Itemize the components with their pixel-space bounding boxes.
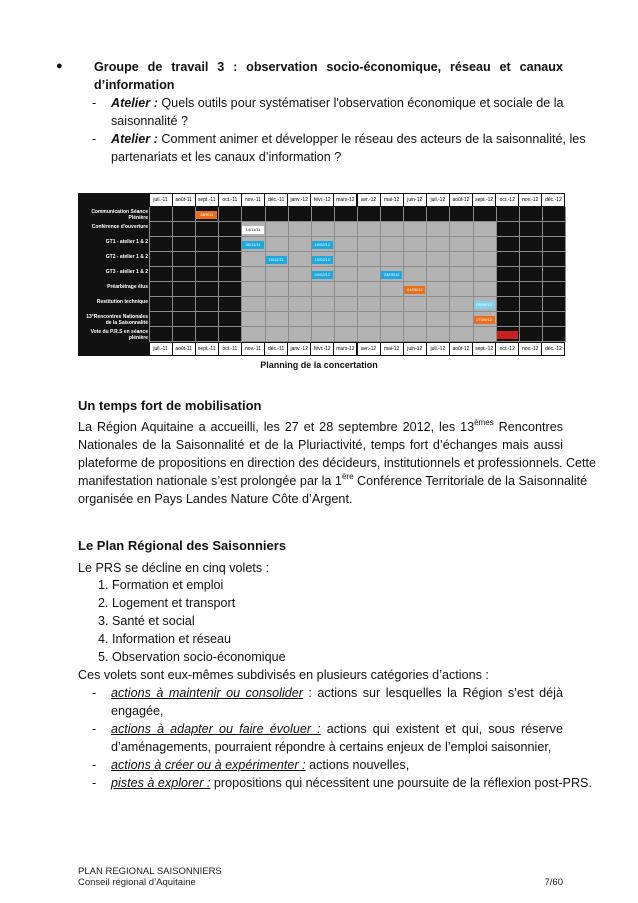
gantt-row-label: Conférence d'ouverture xyxy=(91,224,148,230)
section2-title: Le Plan Régional des Saisonniers xyxy=(78,538,287,553)
cat2-text: actions qui existent et qui, sous réserve xyxy=(320,722,563,736)
gantt-column-divider xyxy=(496,207,497,342)
gantt-column-divider xyxy=(519,207,520,342)
cat4-text: propositions qui nécessitent une poursuite de la réflexion post-PRS. xyxy=(210,776,592,790)
gantt-milestone: 15/02/12 xyxy=(312,256,333,264)
gantt-row-label: Communication Séance Plénière xyxy=(91,209,148,221)
gantt-month-footer: août-11 xyxy=(173,343,195,355)
gantt-month-header: févr.-12 xyxy=(311,194,333,206)
gantt-month-footer: nov.-11 xyxy=(242,343,264,355)
atelier1-label: Atelier : xyxy=(111,96,158,110)
gantt-month-header: nov.-12 xyxy=(519,194,541,206)
cat4-label: pistes à explorer : xyxy=(111,776,211,790)
cat4-line xyxy=(111,776,592,790)
gantt-month-header: nov.-11 xyxy=(242,194,264,206)
gantt-month-header: août-11 xyxy=(173,194,195,206)
gantt-row-label: GT3 - atelier 1 & 2 xyxy=(105,269,148,275)
gantt-column-divider xyxy=(542,207,543,342)
cat3-text: actions nouvelles, xyxy=(305,758,410,772)
gantt-month-footer: oct.-11 xyxy=(219,343,241,355)
atelier1-line2: saisonnalité ? xyxy=(111,114,189,128)
cat2-line2: d’aménagements, pourraient répondre à certains enjeux de l’emploi saisonnier, xyxy=(111,740,552,754)
gantt-month-header: oct.-12 xyxy=(496,194,518,206)
gantt-schedule-area xyxy=(241,222,495,342)
cat3-label: actions à créer ou à expérimenter : xyxy=(111,758,306,772)
section2-cats-intro: Ces volets sont eux-mêmes subdivisés en plusieurs catégories d’actions : xyxy=(78,668,489,682)
gantt-row-label: GT1 - atelier 1 & 2 xyxy=(105,239,148,245)
section1-sup: ère xyxy=(341,472,354,481)
gantt-column-divider xyxy=(565,207,566,342)
gantt-month-footer: déc.-12 xyxy=(542,343,564,355)
cat1-line2: engagée, xyxy=(111,704,164,718)
volet-item: 2. Logement et transport xyxy=(98,596,236,610)
volet-item: 4. Information et réseau xyxy=(98,632,232,646)
section1-sup: èmes xyxy=(474,418,494,427)
gantt-milestone: 04/06/12 xyxy=(404,286,425,294)
dash: - xyxy=(92,776,97,790)
gantt-milestone xyxy=(497,331,518,339)
gantt-column-divider xyxy=(218,207,219,342)
gantt-row-label: Vote du P.R.S en séance plénière xyxy=(90,329,148,341)
gantt-milestone: 16/12/11 xyxy=(266,256,287,264)
section1-text: Rencontres xyxy=(493,420,564,434)
gantt-month-header: avr.-12 xyxy=(358,194,380,206)
cat2-line1 xyxy=(111,722,563,736)
gantt-month-header: août-12 xyxy=(450,194,472,206)
gantt-month-footer: juil.-12 xyxy=(427,343,449,355)
section1-text: manifestation nationale s’est prolongée par la 1 xyxy=(78,474,342,488)
gantt-month-footer: janv.-12 xyxy=(288,343,310,355)
gantt-month-footer: mai-12 xyxy=(381,343,403,355)
section1-title: Un temps fort de mobilisation xyxy=(78,398,262,413)
gantt-caption: Planning de la concertation xyxy=(260,360,378,370)
gantt-row-label: GT2 - atelier 1 & 2 xyxy=(105,254,148,260)
gantt-month-header: oct.-11 xyxy=(219,194,241,206)
group3-title-line2: d’information xyxy=(94,78,175,92)
gantt-month-header: juin-12 xyxy=(404,194,426,206)
group3-title-line1: Groupe de travail 3 : observation socio-économique, réseau et canaux xyxy=(94,60,563,74)
dash: - xyxy=(92,686,97,700)
atelier1-line1 xyxy=(111,96,563,110)
volet-item: 1. Formation et emploi xyxy=(98,578,224,592)
gantt-month-footer: nov.-12 xyxy=(519,343,541,355)
gantt-month-header: mars-12 xyxy=(334,194,356,206)
section2-intro: Le PRS se décline en cinq volets : xyxy=(78,561,270,575)
volet-item: 3. Santé et social xyxy=(98,614,195,628)
atelier2-label: Atelier : xyxy=(111,132,158,146)
footer-subtitle: Conseil régional d’Aquitaine xyxy=(78,877,196,888)
gantt-column-divider xyxy=(172,207,173,342)
gantt-column-divider xyxy=(403,207,404,342)
gantt-month-footer: oct.-12 xyxy=(496,343,518,355)
dash: - xyxy=(92,722,97,736)
cat1-text: : actions sur lesquelles la Région s’est déjà xyxy=(302,686,563,700)
bullet: ● xyxy=(56,60,63,72)
section1-text: La Région Aquitaine a accueilli, les 27 et 28 septembre 2012, les 13 xyxy=(78,420,475,434)
gantt-month-footer: sept.-12 xyxy=(473,343,495,355)
gantt-month-footer: juil.-11 xyxy=(150,343,172,355)
gantt-month-footer: août-12 xyxy=(450,343,472,355)
footer-title: PLAN REGIONAL SAISONNIERS xyxy=(78,866,222,877)
gantt-month-header: déc.-11 xyxy=(265,194,287,206)
section1-line4 xyxy=(78,472,588,488)
section1-text: Conférence Territoriale de la Saisonnalité xyxy=(353,474,588,488)
gantt-month-footer: juin-12 xyxy=(404,343,426,355)
dash: - xyxy=(92,96,97,110)
gantt-column-divider xyxy=(334,207,335,342)
gantt-month-header: janv.-12 xyxy=(288,194,310,206)
dash: - xyxy=(92,758,97,772)
footer-page-number: 7/60 xyxy=(544,877,563,888)
gantt-column-divider xyxy=(357,207,358,342)
gantt-row-label: 13°Rencontres Nationales de la Saisonnalité xyxy=(86,314,148,326)
atelier1-text: Quels outils pour systématiser l'observation économique et sociale de la xyxy=(157,96,564,110)
cat2-label: actions à adapter ou faire évoluer : xyxy=(111,722,321,736)
atelier2-text: Comment animer et développer le réseau des acteurs de la saisonnalité, les xyxy=(157,132,586,146)
gantt-month-header: juil.-12 xyxy=(427,194,449,206)
gantt-chart xyxy=(78,193,565,356)
gantt-milestone: 16/02/12 xyxy=(312,241,333,249)
gantt-milestone: 27/09/12 xyxy=(474,316,495,324)
volet-item: 5. Observation socio-économique xyxy=(98,650,286,664)
gantt-column-divider xyxy=(149,207,150,342)
gantt-column-divider xyxy=(265,207,266,342)
gantt-milestone: 23/05/12 xyxy=(381,271,402,279)
gantt-column-divider xyxy=(195,207,196,342)
gantt-month-header: sept.-11 xyxy=(196,194,218,206)
gantt-month-footer: févr.-12 xyxy=(311,343,333,355)
section1-line1 xyxy=(78,420,563,434)
cat3-line xyxy=(111,758,409,772)
gantt-milestone: 30/11/11 xyxy=(242,241,263,249)
cat1-line1 xyxy=(111,686,563,700)
gantt-milestone: 28/9/11 xyxy=(196,211,217,219)
section1-line3: plateforme de propositions en direction des décideurs, institutionnels et professionnels. Cette xyxy=(78,456,597,470)
gantt-milestone: 14/11/11 xyxy=(242,226,263,234)
atelier2-line1 xyxy=(111,132,586,146)
gantt-month-header: juil.-11 xyxy=(150,194,172,206)
dash: - xyxy=(92,132,97,146)
cat1-label: actions à maintenir ou consolider xyxy=(111,686,303,700)
gantt-month-header: mai-12 xyxy=(381,194,403,206)
section1-line2: Nationales de la Saisonnalité et de la Pluriactivité, temps fort d’échanges mais aussi xyxy=(78,438,563,452)
gantt-milestone: 05/09/12 xyxy=(474,301,495,309)
gantt-milestone: 20/02/12 xyxy=(312,271,333,279)
gantt-column-divider xyxy=(449,207,450,342)
gantt-month-header: sept.-12 xyxy=(473,194,495,206)
gantt-month-footer: sept.-11 xyxy=(196,343,218,355)
gantt-month-footer: déc.-11 xyxy=(265,343,287,355)
gantt-row-label: Préarbitrage élus xyxy=(107,284,148,290)
atelier2-line2: partenariats et les canaux d’information ? xyxy=(111,150,342,164)
gantt-month-footer: mars-12 xyxy=(334,343,356,355)
gantt-row-label: Restitution technique xyxy=(96,299,148,305)
gantt-column-divider xyxy=(426,207,427,342)
gantt-month-footer: avr.-12 xyxy=(358,343,380,355)
section1-line5: organisée en Pays Landes Nature Côte d’Argent. xyxy=(78,492,353,506)
gantt-month-header: déc.-12 xyxy=(542,194,564,206)
gantt-column-divider xyxy=(288,207,289,342)
